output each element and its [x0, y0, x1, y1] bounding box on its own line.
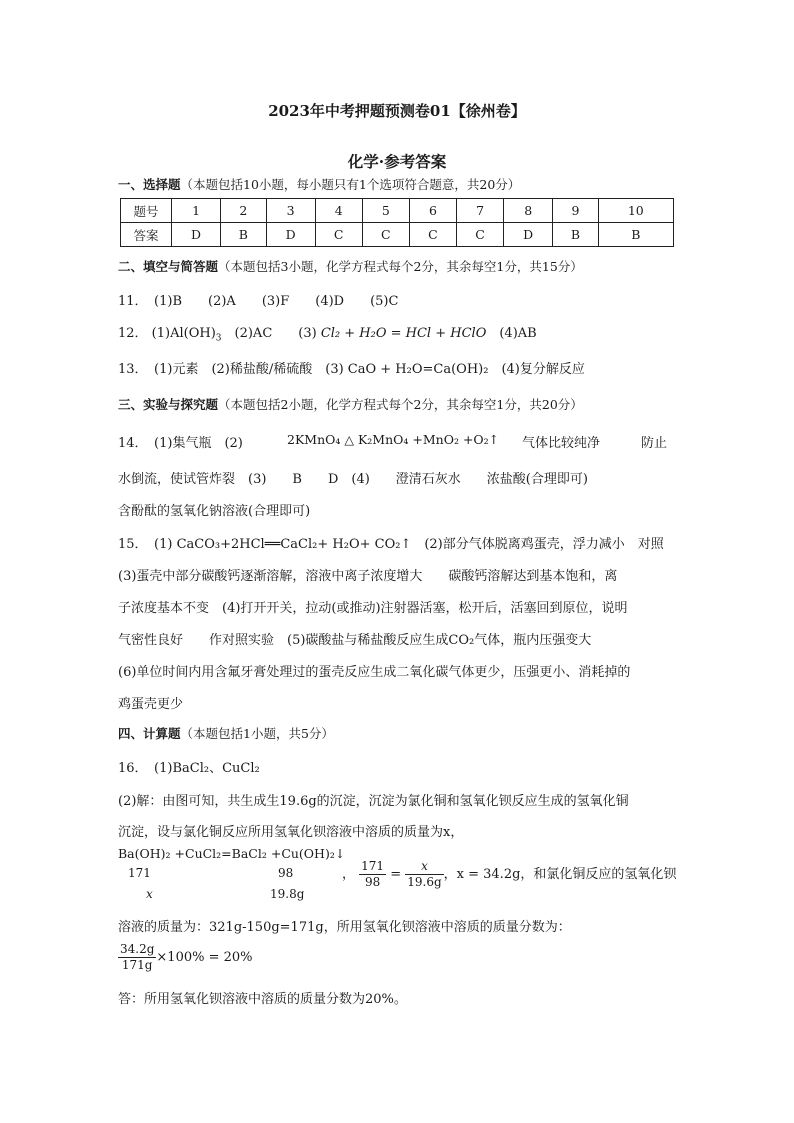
answer-table-answer-row — [121, 223, 674, 247]
q14-line3: 含酚酞的氢氧化钠溶液(合理即可) — [118, 504, 311, 519]
fraction-left — [359, 859, 386, 890]
pct-fraction — [118, 942, 156, 973]
percentage-expression — [118, 938, 253, 978]
pct-fraction-den: 171g — [121, 958, 153, 972]
q16-line1: 16． (1)BaCl₂、CuCl₂ — [118, 761, 260, 776]
section4-title: 四、计算题 — [118, 726, 181, 741]
section1-heading — [118, 175, 520, 193]
q15-line1: 15． (1) CaCO₃+2HCl══CaCl₂+ H₂O+ CO₂↑ (2)部分气体脱离鸡蛋壳，浮力减小 对照 — [118, 537, 664, 552]
q11-line: 11． (1)B (2)A (3)F (4)D (5)C — [118, 294, 399, 309]
q12-part-c: (4)AB — [486, 326, 537, 341]
fraction-right — [405, 859, 443, 890]
eq-label-171: 171 — [128, 866, 151, 880]
q13-part-b: (4)复分解反应 — [488, 362, 585, 377]
table-cell-a: C — [315, 223, 362, 247]
q15-line5: (6)单位时间内用含氟牙膏处理过的蛋壳反应生成二氧化碳气体更少，压强更小、消耗掉的 — [118, 665, 631, 680]
q16-equation: Ba(OH)₂ +CuCl₂=BaCl₂ +Cu(OH)₂↓ — [118, 846, 346, 861]
table-cell-q: 10 — [598, 199, 673, 223]
ratio-result: ，x = 34.2g — [443, 867, 521, 882]
page-title: 2023年中考押题预测卷01【徐州卷】 — [268, 102, 526, 120]
q14-line1 — [118, 432, 243, 451]
q14-equation: 2KMnO₄ △ K₂MnO₄ +MnO₂ +O₂↑ — [287, 432, 500, 447]
q12-part-b: (2)AC (3) — [221, 326, 321, 341]
q14-part-a: 14． (1)集气瓶 (2) — [118, 436, 243, 451]
page-subtitle: 化学·参考答案 — [347, 152, 447, 171]
q15-line3: 子浓度基本不变 (4)打开开关，拉动(或推动)注射器活塞，松开后，活塞回到原位，说明 — [118, 601, 628, 616]
q13-line — [118, 358, 585, 377]
q15-line2: (3)蛋壳中部分碳酸钙逐渐溶解，溶液中离子浓度增大 碳酸钙溶解达到基本饱和，离 — [118, 569, 618, 584]
q16-line3: 沉淀，设与氯化铜反应所用氢氧化钡溶液中溶质的质量为x， — [118, 825, 464, 840]
fraction-right-den: 19.6g — [407, 875, 442, 889]
q12-part-a: 12． (1)Al(OH) — [118, 326, 216, 341]
section1-title: 一、选择题 — [118, 177, 181, 192]
pct-tail: ×100% = 20% — [156, 950, 253, 965]
q15-line6: 鸡蛋壳更少 — [118, 697, 184, 712]
table-cell-a: B — [598, 223, 673, 247]
section2-heading — [118, 257, 583, 275]
section3-title: 三、实验与探究题 — [118, 397, 219, 412]
section3-heading — [118, 395, 583, 413]
fraction-left-den: 98 — [364, 875, 381, 889]
q16-line2: (2)解：由图可知，共生成生19.6g的沉淀，沉淀为氯化铜和氢氧化钡反应生成的氢氧化铜 — [118, 794, 629, 809]
answer-table — [120, 198, 674, 247]
section2-note: （本题包括3小题，化学方程式每个2分，其余每空1分，共15分） — [218, 259, 583, 274]
q13-equation-tail: (OH)₂ — [451, 362, 489, 377]
table-row-label-a: 答案 — [121, 223, 172, 247]
section4-heading — [118, 724, 334, 742]
table-cell-a: D — [266, 223, 315, 247]
table-cell-q: 8 — [504, 199, 553, 223]
q15-line4: 气密性良好 作对照实验 (5)碳酸盐与稀盐酸反应生成CO₂气体，瓶内压强变大 — [118, 633, 592, 648]
q12-equation: Cl₂ + H₂O = HCl + HClO — [320, 326, 487, 341]
ratio-tail: ，和氯化铜反应的氢氧化钡 — [520, 867, 677, 882]
fraction-left-num: 171 — [361, 859, 385, 873]
mass-line: 溶液的质量为：321g-150g=171g，所用氢氧化钡溶液中溶质的质量分数为： — [118, 920, 571, 935]
table-cell-q: 4 — [315, 199, 362, 223]
table-cell-q: 6 — [409, 199, 456, 223]
q14-part-b: 气体比较纯净 — [522, 436, 601, 451]
table-cell-a: C — [456, 223, 503, 247]
section2-title: 二、填空与简答题 — [118, 259, 219, 274]
eq-label-x: x — [146, 887, 153, 901]
pct-fraction-num: 34.2g — [120, 942, 155, 956]
table-cell-a: B — [553, 223, 598, 247]
ratio-comma: ， — [342, 867, 356, 882]
table-cell-q: 5 — [362, 199, 409, 223]
table-cell-q: 1 — [172, 199, 221, 223]
ratio-expression: ， $\frac{171}{98}$ = $\frac{x}{19.6g}$ ，x = 34.2g，和氯化铜反应的氢氧化钡 — [342, 859, 677, 889]
answer-table-question-row — [121, 199, 674, 223]
table-cell-a: D — [504, 223, 553, 247]
table-cell-a: B — [221, 223, 266, 247]
table-cell-a: C — [362, 223, 409, 247]
table-cell-a: D — [172, 223, 221, 247]
q14-line2: 水倒流，使试管炸裂 (3) B D (4) 澄清石灰水 浓盐酸(合理即可) — [118, 472, 588, 487]
q12-subscript: 3 — [215, 333, 222, 344]
q14-part-c: 防止 — [641, 436, 668, 451]
table-cell-q: 9 — [553, 199, 598, 223]
table-row-label-q: 题号 — [121, 199, 172, 223]
section4-note: （本题包括1小题，共5分） — [180, 726, 334, 741]
table-cell-q: 7 — [456, 199, 503, 223]
table-cell-q: 2 — [221, 199, 266, 223]
eq-label-198: 19.8g — [270, 887, 305, 901]
section3-note: （本题包括2小题，化学方程式每个2分，其余每空1分，共20分） — [218, 397, 583, 412]
q13-part-a: 13． (1)元素 (2)稀盐酸/稀硫酸 (3) CaO + H₂O=Ca — [118, 362, 452, 377]
table-cell-q: 3 — [266, 199, 315, 223]
fraction-right-num: x — [405, 859, 443, 875]
section1-note: （本题包括10小题，每小题只有1个选项符合题意，共20分） — [180, 177, 521, 192]
q12-line — [118, 322, 537, 344]
eq-label-98: 98 — [278, 866, 294, 880]
final-answer: 答：所用氢氧化钡溶液中溶质的质量分数为20%。 — [118, 992, 407, 1007]
table-cell-a: C — [409, 223, 456, 247]
